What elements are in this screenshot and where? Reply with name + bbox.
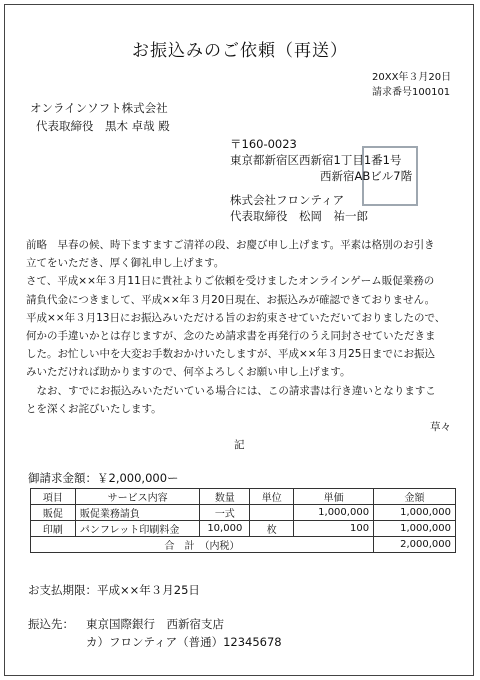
table-header-row xyxy=(31,489,456,505)
body-line: とを深くお詫びいたします。 xyxy=(26,402,162,415)
body-line: なお、すでにお振込みいただいている場合には、この請求書は行き違いとなりますこ xyxy=(26,384,436,397)
body-line: 前略 早春の候、時下ますますご清祥の段、お慶び申し上げます。平素は格別のお引き xyxy=(26,239,435,251)
table-header: サービス内容 xyxy=(75,489,199,505)
sender-postal-code: 〒160-0023 xyxy=(230,137,297,151)
total-value: 2,000,000 xyxy=(374,537,456,553)
table-total-row xyxy=(31,537,456,553)
table-header: 項目 xyxy=(31,489,76,505)
billing-table xyxy=(30,488,456,553)
request-number: 請求番号100101 xyxy=(372,87,451,98)
body-line: みいただければ助かりますので、何卒よろしくお願い申し上げます。 xyxy=(26,366,351,379)
table-cell: パンフレット印刷料金 xyxy=(75,521,199,537)
ki-marker: 記 xyxy=(234,439,245,451)
sender-person: 代表取締役 松岡 祐一郎 xyxy=(230,209,368,223)
table-cell: 100 xyxy=(294,521,374,537)
table-cell: 印刷 xyxy=(31,521,76,537)
table-cell: 販促業務請負 xyxy=(75,505,199,521)
billing-amount: 御請求金額：￥2,000,000ー xyxy=(28,471,179,485)
body-line: さて、平成××年３月11日に貴社よりご依頼を受けましたオンラインゲーム販促業務の xyxy=(26,275,435,288)
table-cell: 1,000,000 xyxy=(374,521,456,537)
transfer-account: カ）フロンティア（普通）12345678 xyxy=(86,635,282,649)
table-header: 数量 xyxy=(200,489,250,505)
transfer-bank: 東京国際銀行 西新宿支店 xyxy=(86,617,224,631)
table-cell: 10,000 xyxy=(200,521,250,537)
document-title: お振込みのご依頼（再送） xyxy=(132,41,348,61)
table-header: 単位 xyxy=(250,489,294,505)
body-line: 立てをいただき、厚く御礼申し上げます。 xyxy=(26,257,225,270)
table-header: 金額 xyxy=(374,489,456,505)
sender-address-line2: 西新宿ABビル7階 xyxy=(320,169,413,183)
issue-date: 20XX年３月20日 xyxy=(372,72,452,83)
total-label: 合 計 （内税） xyxy=(31,537,374,553)
transfer-label: 振込先： xyxy=(28,617,74,631)
body-line: 平成××年３月13日にお振込みいただける旨のお約束させていただいておりましたので、 xyxy=(26,311,446,324)
sender-address-line1: 東京都新宿区西新宿1丁目1番1号 xyxy=(230,153,402,167)
table-row xyxy=(31,521,456,537)
body-line: 請負代金につきまして、平成××年３月20日現在、お振込みが確認できておりません。 xyxy=(26,293,436,306)
letter-body xyxy=(26,236,445,418)
table-header: 単価 xyxy=(294,489,374,505)
table-cell: 枚 xyxy=(250,521,294,537)
sender-company: 株式会社フロンティア xyxy=(230,193,345,207)
recipient-company: オンラインソフト株式会社 xyxy=(30,101,168,115)
table-cell: 販促 xyxy=(31,505,76,521)
body-line: した。お忙しい中を大変お手数おかけいたしますが、平成××年３月25日までにお振込 xyxy=(26,348,435,361)
table-row xyxy=(31,505,456,521)
closing-remark: 草々 xyxy=(430,421,451,433)
table-cell: 1,000,000 xyxy=(294,505,374,521)
recipient-person: 代表取締役 黒木 卓哉 殿 xyxy=(36,119,170,133)
table-cell xyxy=(250,505,294,521)
payment-deadline: お支払期限：平成××年３月25日 xyxy=(28,583,200,597)
table-cell: 1,000,000 xyxy=(374,505,456,521)
table-cell: 一式 xyxy=(200,505,250,521)
body-line: 何かの手違いかとは存じますが、念のため請求書を再発行のうえ同封させていただきま xyxy=(26,330,436,343)
